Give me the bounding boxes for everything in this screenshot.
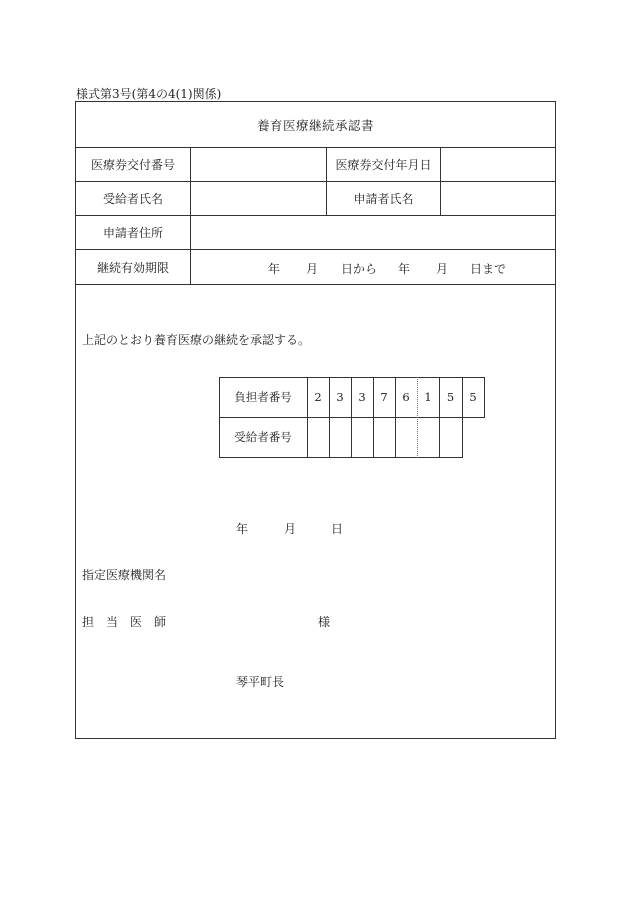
date-month: 月 [284,522,297,536]
applicant-name-field[interactable] [441,182,555,215]
honorific: 様 [318,615,331,629]
doctor-label: 担 当 医 師 [82,615,167,629]
payer-digit: 5 [446,390,455,404]
recipient-number-label: 受給者番号 [234,430,292,444]
ticket-date-field[interactable] [441,148,555,181]
ticket-number-label: 医療券交付番号 [90,158,175,172]
period-until: 日まで [470,262,507,276]
validity-label: 継続有効期限 [96,260,169,275]
payer-number-label: 負担者番号 [234,390,292,404]
applicant-address-field[interactable] [191,216,555,249]
table-border [219,457,462,458]
payer-digit: 6 [402,390,410,404]
payer-digit: 5 [469,390,477,404]
period-month-end: 月 [436,262,449,276]
form-reference: 様式第3号(第4の4(1)関係) [76,87,222,101]
payer-digit: 1 [424,390,432,404]
approval-statement: 上記のとおり養育医療の継続を承認する。 [82,333,311,347]
form-title: 養育医療継続承認書 [256,118,374,133]
recipient-name-field[interactable] [191,182,326,215]
period-year-start: 年 [268,262,281,276]
period-year-end: 年 [398,262,411,276]
period-from: 日から [341,262,378,276]
institution-label: 指定医療機関名 [82,568,167,582]
payer-digit: 3 [336,390,344,404]
applicant-name-label: 申請者氏名 [353,192,414,206]
row-divider [76,284,555,285]
table-border [484,377,485,418]
issuer: 琴平町長 [236,675,285,689]
recipient-name-label: 受給者氏名 [102,192,163,206]
ticket-number-field[interactable] [191,148,326,181]
period-month-start: 月 [306,262,319,276]
applicant-address-label: 申請者住所 [102,226,163,240]
payer-digit: 2 [314,390,322,404]
payer-digit: 7 [380,390,388,404]
number-table [219,377,485,458]
validity-period[interactable] [191,260,555,276]
date-year: 年 [236,522,249,536]
recipient-number-field[interactable] [308,418,461,457]
payer-digit: 3 [358,390,366,404]
date-day: 日 [331,522,344,536]
ticket-date-label: 医療券交付年月日 [335,158,432,172]
